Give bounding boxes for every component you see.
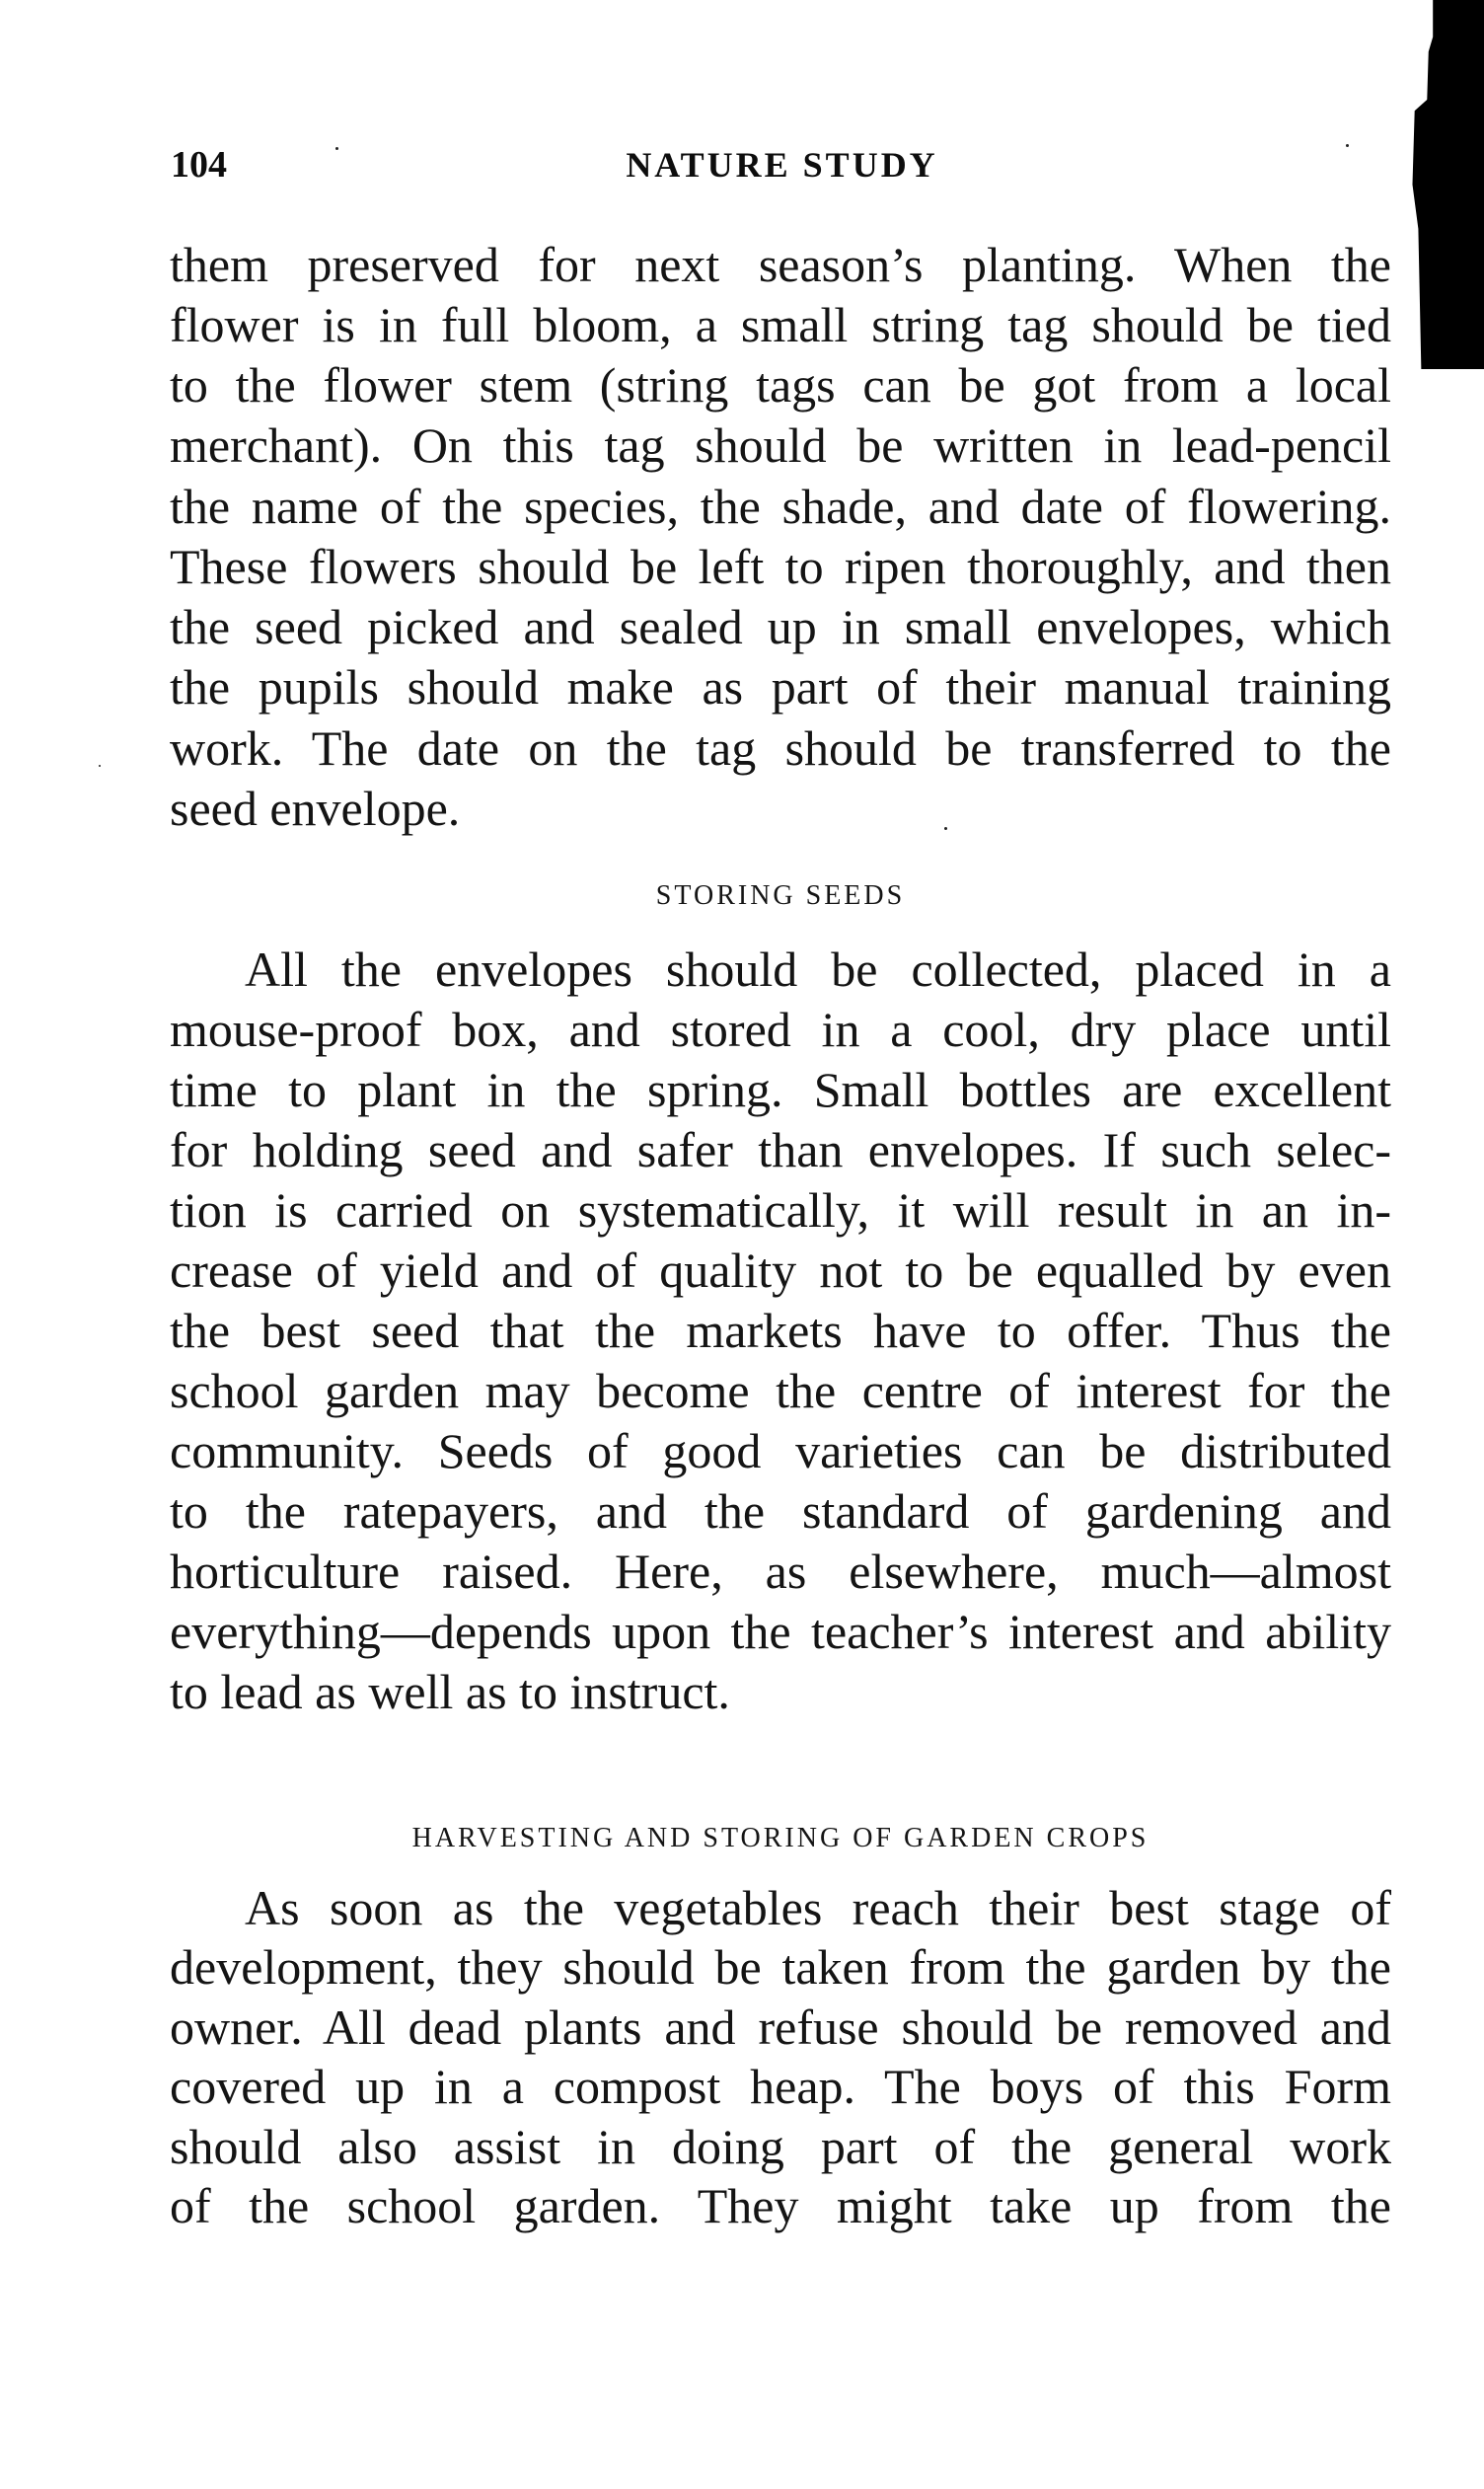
text-line: horticulture raised. Here, as elsewhere, much—almost xyxy=(170,1544,1391,1599)
text-line: of the school garden. They might take up from the xyxy=(170,2178,1391,2233)
text-line: to the ratepayers, and the standard of gardening and xyxy=(170,1483,1391,1539)
section-heading-harvesting: HARVESTING AND STORING OF GARDEN CROPS xyxy=(411,1823,1150,1853)
running-title: NATURE STUDY xyxy=(626,145,938,185)
scan-speck xyxy=(335,147,338,150)
text-line: for holding seed and safer than envelopes. If such selec- xyxy=(170,1122,1391,1177)
text-line: community. Seeds of good varieties can be distributed xyxy=(170,1423,1391,1478)
text-line: tion is carried on systematically, it will result in an in- xyxy=(170,1182,1391,1238)
text-line: seed envelope. xyxy=(170,781,461,836)
text-line: the seed picked and sealed up in small envelopes, which xyxy=(170,599,1391,654)
text-line: merchant). On this tag should be written in lead-pencil xyxy=(170,417,1391,473)
scan-speck xyxy=(1346,144,1349,147)
page-number: 104 xyxy=(171,144,227,186)
text-line: All the envelopes should be collected, placed in a xyxy=(245,942,1391,997)
text-line: work. The date on the tag should be transferred to the xyxy=(170,720,1391,776)
text-line: to the flower stem (string tags can be got from a local xyxy=(170,357,1391,413)
section-heading-storing-seeds: STORING SEEDS xyxy=(655,880,906,911)
scan-edge-shadow xyxy=(1411,0,1484,369)
text-line: should also assist in doing part of the general work xyxy=(170,2119,1391,2174)
text-line: flower is in full bloom, a small string tag should be tied xyxy=(170,297,1391,352)
text-line: covered up in a compost heap. The boys of this Form xyxy=(170,2059,1391,2114)
text-line: These flowers should be left to ripen thoroughly, and then xyxy=(170,539,1391,594)
text-line: crease of yield and of quality not to be equalled by even xyxy=(170,1243,1391,1298)
text-line: them preserved for next season’s planting. When the xyxy=(170,237,1391,292)
text-line: mouse-proof box, and stored in a cool, dry place until xyxy=(170,1002,1391,1057)
text-line: the pupils should make as part of their manual training xyxy=(170,659,1391,715)
text-line: As soon as the vegetables reach their best stage of xyxy=(245,1880,1391,1935)
text-line: development, they should be taken from the garden by the xyxy=(170,1939,1391,1995)
text-line: the name of the species, the shade, and date of flowering. xyxy=(170,479,1391,534)
text-line: time to plant in the spring. Small bottles are excellent xyxy=(170,1062,1391,1117)
text-line: the best seed that the markets have to offer. Thus the xyxy=(170,1303,1391,1358)
text-line: owner. All dead plants and refuse should be removed and xyxy=(170,1999,1391,2055)
text-line: to lead as well as to instruct. xyxy=(170,1664,730,1719)
text-line: school garden may become the centre of interest for the xyxy=(170,1363,1391,1418)
scan-speck xyxy=(99,765,101,767)
text-line: everything—depends upon the teacher’s interest and ability xyxy=(170,1604,1391,1659)
